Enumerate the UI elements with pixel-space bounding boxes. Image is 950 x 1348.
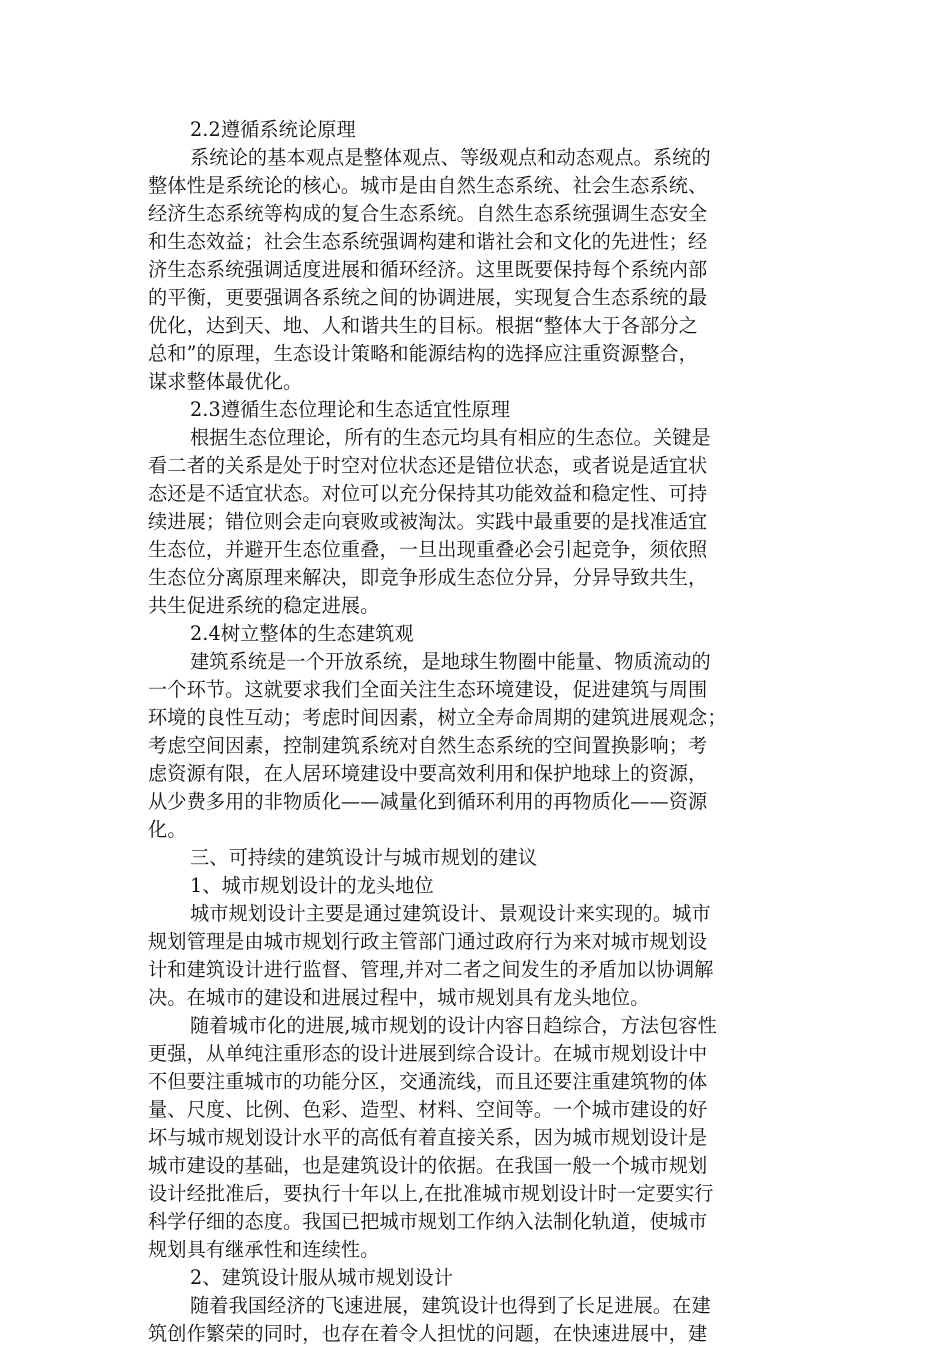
paragraph-line: 系统论的基本观点是整体观点、等级观点和动态观点。系统的: [190, 146, 711, 169]
paragraph-line: 规划具有继承性和连续性。: [148, 1238, 380, 1261]
paragraph-line: 规划管理是由城市规划行政主管部门通过政府行为来对城市规划设: [148, 930, 708, 953]
section-heading: 2.2遵循系统论原理: [190, 118, 356, 141]
paragraph-line: 城市规划设计主要是通过建筑设计、景观设计来实现的。城市: [190, 902, 711, 925]
paragraph-line: 生态位，并避开生态位重叠，一旦出现重叠必会引起竞争，须依照: [148, 538, 708, 561]
section-heading: 2.4树立整体的生态建筑观: [190, 622, 414, 645]
paragraph-line: 计和建筑设计进行监督、管理,并对二者之间发生的矛盾加以协调解: [148, 958, 714, 981]
section-heading: 2.3遵循生态位理论和生态适宜性原理: [190, 398, 511, 421]
paragraph-line: 整体性是系统论的核心。城市是由自然生态系统、社会生态系统、: [148, 174, 708, 197]
paragraph-line: 济生态系统强调适度进展和循环经济。这里既要保持每个系统内部: [148, 258, 708, 281]
paragraph-line: 谋求整体最优化。: [148, 370, 303, 393]
paragraph-line: 城市建设的基础，也是建筑设计的依据。在我国一般一个城市规划: [148, 1154, 708, 1177]
paragraph-line: 总和”的原理，生态设计策略和能源结构的选择应注重资源整合，: [148, 342, 698, 365]
paragraph-line: 态还是不适宜状态。对位可以充分保持其功能效益和稳定性、可持: [148, 482, 708, 505]
paragraph-line: 从少费多用的非物质化——减量化到循环利用的再物质化——资源: [148, 790, 708, 813]
paragraph-line: 经济生态系统等构成的复合生态系统。自然生态系统强调生态安全: [148, 202, 708, 225]
paragraph-line: 决。在城市的建设和进展过程中，城市规划具有龙头地位。: [148, 986, 650, 1009]
section-heading: 1、城市规划设计的龙头地位: [190, 874, 434, 897]
section-heading: 2、建筑设计服从城市规划设计: [190, 1266, 454, 1289]
paragraph-line: 量、尺度、比例、色彩、造型、材料、空间等。一个城市建设的好: [148, 1098, 708, 1121]
paragraph-line: 共生促进系统的稳定进展。: [148, 594, 380, 617]
paragraph-line: 生态位分离原理来解决，即竞争形成生态位分异，分异导致共生，: [148, 566, 708, 589]
paragraph-line: 坏与城市规划设计水平的高低有着直接关系，因为城市规划设计是: [148, 1126, 708, 1149]
paragraph-line: 建筑系统是一个开放系统，是地球生物圈中能量、物质流动的: [190, 650, 711, 673]
paragraph-line: 虑资源有限，在人居环境建设中要高效利用和保护地球上的资源，: [148, 762, 708, 785]
paragraph-line: 设计经批准后，要执行十年以上,在批准城市规划设计时一定要实行: [148, 1182, 714, 1205]
paragraph-line: 根据生态位理论，所有的生态元均具有相应的生态位。关键是: [190, 426, 711, 449]
paragraph-line: 随着城市化的进展,城市规划的设计内容日趋综合，方法包容性: [190, 1014, 717, 1037]
paragraph-line: 随着我国经济的飞速进展，建筑设计也得到了长足进展。在建: [190, 1294, 711, 1317]
paragraph-line: 和生态效益；社会生态系统强调构建和谐社会和文化的先进性；经: [148, 230, 708, 253]
paragraph-line: 筑创作繁荣的同时，也存在着令人担忧的问题，在快速进展中，建: [148, 1322, 708, 1345]
paragraph-line: 不但要注重城市的功能分区，交通流线，而且还要注重建筑物的体: [148, 1070, 708, 1093]
paragraph-line: 科学仔细的态度。我国已把城市规划工作纳入法制化轨道，使城市: [148, 1210, 708, 1233]
paragraph-line: 更强，从单纯注重形态的设计进展到综合设计。在城市规划设计中: [148, 1042, 708, 1065]
paragraph-line: 考虑空间因素，控制建筑系统对自然生态系统的空间置换影响；考: [148, 734, 708, 757]
paragraph-line: 续进展；错位则会走向衰败或被淘汰。实践中最重要的是找准适宜: [148, 510, 708, 533]
paragraph-line: 化。: [148, 818, 187, 841]
paragraph-line: 优化，达到天、地、人和谐共生的目标。根据“整体大于各部分之: [148, 314, 698, 337]
section-heading: 三、可持续的建筑设计与城市规划的建议: [190, 846, 538, 869]
document-body: [148, 116, 798, 1348]
paragraph-line: 一个环节。这就要求我们全面关注生态环境建设，促进建筑与周围: [148, 678, 708, 701]
paragraph-line: 看二者的关系是处于时空对位状态还是错位状态，或者说是适宜状: [148, 454, 708, 477]
paragraph-line: 的平衡，更要强调各系统之间的协调进展，实现复合生态系统的最: [148, 286, 708, 309]
paragraph-line: 环境的良性互动；考虑时间因素，树立全寿命周期的建筑进展观念；: [148, 706, 727, 729]
